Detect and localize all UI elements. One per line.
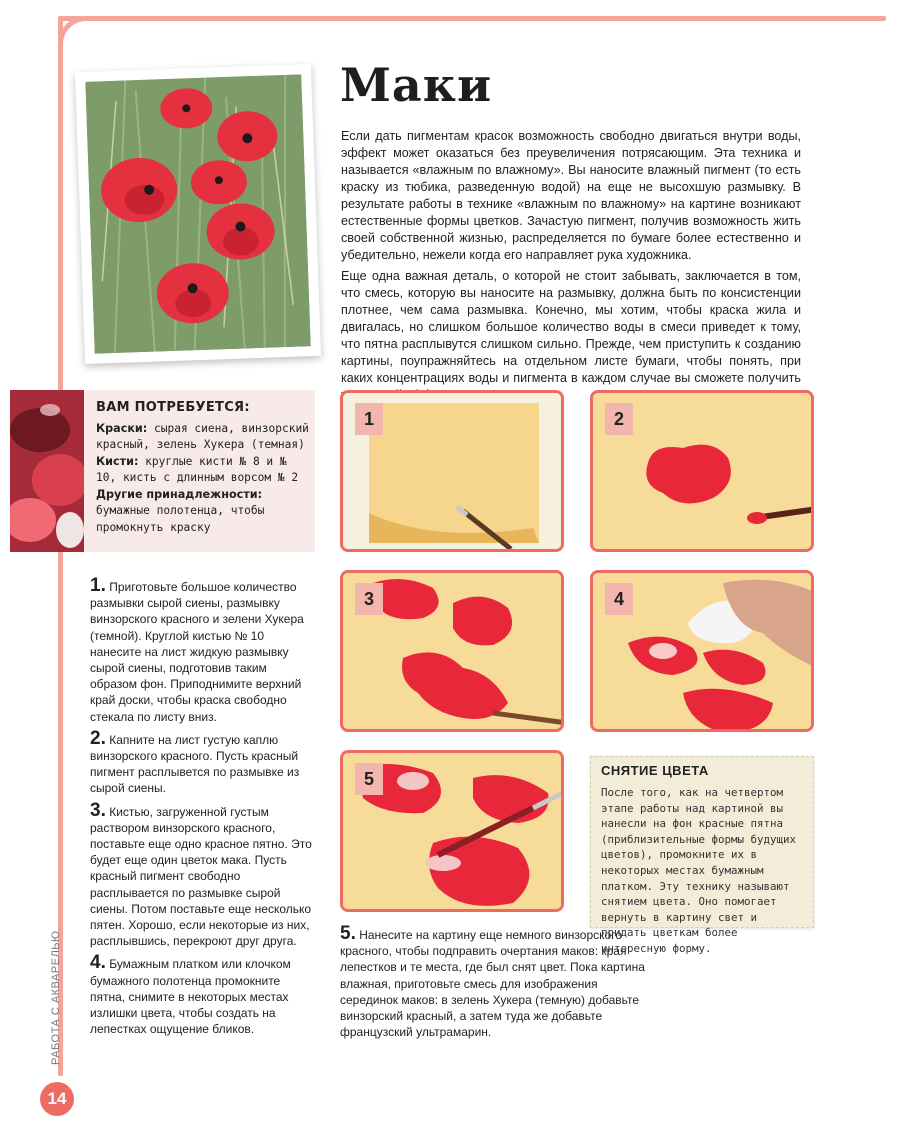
materials-brushes xyxy=(96,454,312,487)
materials-other xyxy=(96,487,312,537)
step-image-4 xyxy=(590,570,814,732)
step-image-badge: 3 xyxy=(355,583,383,615)
step-2 xyxy=(90,727,315,797)
color-lifting-box xyxy=(590,756,814,955)
brushes-label: Кисти: xyxy=(96,454,139,468)
poppy-photo-frame xyxy=(75,64,321,364)
intro-paragraph-1: Если дать пигментам красок возможность свободно двигаться внутри воды, эффект может оказаться без преувеличения потрясающим. Эта техника и называется «влажным по влажному». Вы наносите влажный пигмент (то есть краску из тюбика, разведенную водой) на еще не высохшую размывку. В результате работы в технике «влажным по влажному» на картине возникают естественные формы цветков. Зачастую пигмент, получив возможность жить своей собственной жизнью, распределяется по бумаге более естественно и убедительно, нежели когда его направляет рука художника. xyxy=(341,129,801,262)
step-text: Нанесите на картину еще немного винзорского красного, чтобы подправить очертания маков: края лепестков и те места, где был снят цвет. Пока картина влажная, приготовьте смесь для изображения серединок маков: в зелень Хукера (темную) добавьте винзорский красный, а затем туда же добавьте французский ультрамарин. xyxy=(340,928,645,1040)
poppy-photo xyxy=(85,74,310,353)
intro-paragraph-2: Еще одна важная деталь, о которой не стоит забывать, заключается в том, что смесь, которую вы наносите на размывку, должна быть по консистенции плотнее, чем сама размывка. Конечно, мы хотим, чтобы краска жила и двигалась, но слишком большое количество воды в смеси приведет к тому, что пятна расплывутся слишком сильно. Прежде, чем приступить к созданию картины, поупражняйтесь на отдельном листе бумаги, чтобы понять, при каких концентрациях воды и пигмента в каждом случае вы сможете получить xyxy=(341,269,801,385)
other-label: Другие принадлежности: xyxy=(96,487,263,501)
step-text: Кистью, загруженной густым раствором винзорского красного, поставьте еще одно красное пятно. Это будет еще один цветок мака. Пусть красный пигмент свободно расплывается по размывке сырой сиены. Потом поставьте еще несколько пятен. Хорошо, если некоторые из них, расплывшись, перекроют друг друга. xyxy=(90,804,312,949)
page-title: Маки xyxy=(340,58,493,112)
step-image-1 xyxy=(340,390,564,552)
materials-paints xyxy=(96,421,312,454)
materials-list xyxy=(96,400,312,536)
frame-corner xyxy=(58,16,98,56)
frame-top-line xyxy=(60,16,886,21)
step-image-badge: 5 xyxy=(355,763,383,795)
step-text: Приготовьте большое количество размывки сырой сиены, размывку винзорского красного и зелени Хукера (темной). Круглой кистью № 10 нанесите на лист жидкую размывку сырой сиены, подготовив таким образом фон. Приподнимите верхний край доски, чтобы краска свободно стекала по листу вниз. xyxy=(90,580,304,724)
step-image-badge: 2 xyxy=(605,403,633,435)
step-image-2 xyxy=(590,390,814,552)
paints-value: сырая сиена, винзорский красный, зелень Хукера (темная) xyxy=(96,421,309,451)
other-value: бумажные полотенца, чтобы промокнуть краску xyxy=(96,504,265,534)
step-3 xyxy=(90,799,315,950)
step-image-5 xyxy=(340,750,564,912)
step-5 xyxy=(340,923,645,1040)
step-image-badge: 1 xyxy=(355,403,383,435)
color-lifting-text: После того, как на четвертом этапе работы над картиной вы нанесли на фон красные пятна (приблизительные формы будущих цветов), промокните их в некоторых местах бумажным платком. Эту технику называют снятием цвета. Оно помогает вернуть в картину свет и придать цветкам более интересную форму. xyxy=(601,786,797,955)
steps-column xyxy=(90,575,315,1043)
step-number: 2. xyxy=(90,727,106,749)
step-text: Капните на лист густую каплю винзорского красного. Пусть красный пигмент расплывется по размывке из сырой сиены. xyxy=(90,732,300,796)
intro-text xyxy=(341,128,801,408)
step-image-badge: 4 xyxy=(605,583,633,615)
step-1 xyxy=(90,575,315,725)
step-4 xyxy=(90,952,315,1037)
section-label: РАБОТА С АКВАРЕЛЬЮ xyxy=(50,930,62,1065)
brushes-value: круглые кисти № 8 и № 10, кисть с длинным ворсом № 2 xyxy=(96,454,299,484)
paint-palette-image xyxy=(10,390,84,552)
page-number: 14 xyxy=(40,1082,74,1116)
step-number: 5. xyxy=(340,923,356,944)
step-number: 3. xyxy=(90,799,106,821)
color-lifting-title: СНЯТИЕ ЦВЕТА xyxy=(601,763,709,778)
step-text: Бумажным платком или клочком бумажного полотенца промокните пятна, снимите в некоторых местах излишки цвета, чтобы создать на лепестках ощущение бликов. xyxy=(90,957,291,1037)
step-image-3 xyxy=(340,570,564,732)
paints-label: Краски: xyxy=(96,421,148,435)
step-number: 1. xyxy=(90,575,106,596)
materials-title: ВАМ ПОТРЕБУЕТСЯ: xyxy=(96,400,250,415)
materials-box xyxy=(10,390,315,552)
step-number: 4. xyxy=(90,952,106,974)
